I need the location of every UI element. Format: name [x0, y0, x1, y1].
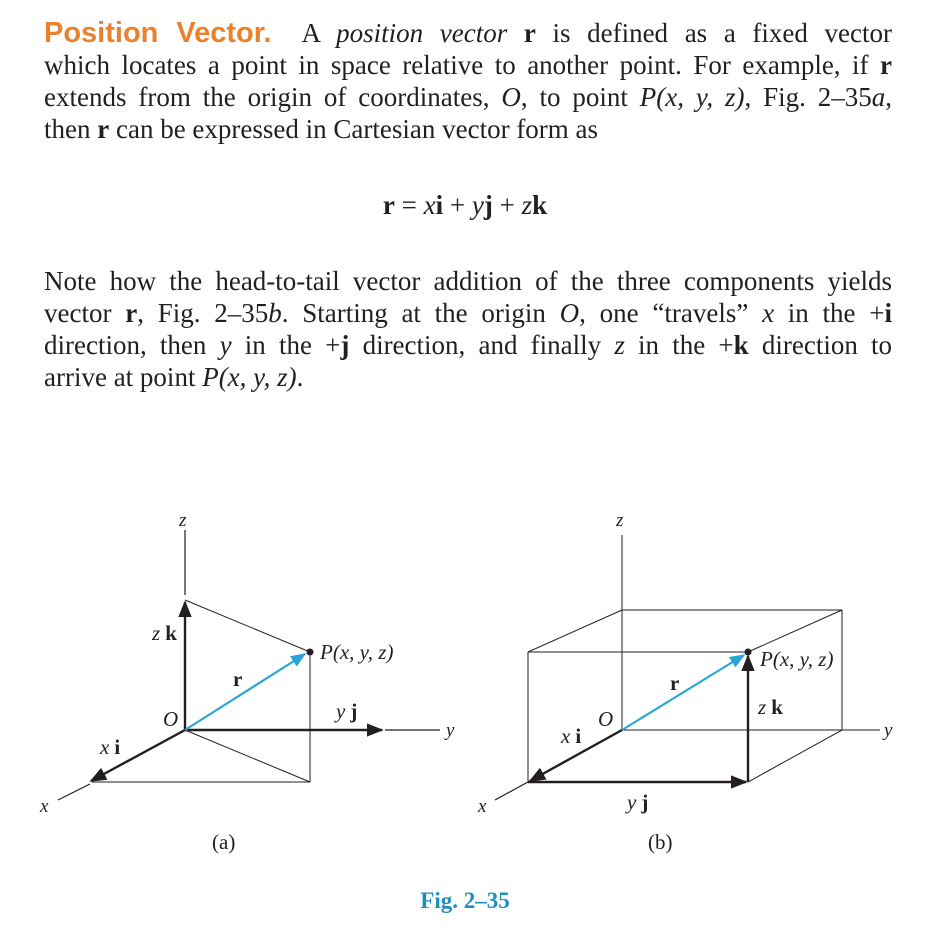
fig-b-caption: (b)	[648, 830, 673, 854]
fig-a-x-axis	[58, 784, 90, 800]
fig-a-origin-label: O	[163, 707, 179, 731]
p1-line-4: then r can be expressed in Cartesian vector form as	[44, 114, 599, 144]
fig-a-z-axis-label: z	[179, 510, 187, 531]
p2-line-4: arrive at point P(x, y, z).	[44, 362, 304, 392]
fig-a-zk-label: z k	[152, 621, 177, 645]
fig-b-point-label: P(x, y, z)	[760, 647, 834, 671]
fig-a-construction-top	[185, 600, 310, 652]
fig-b-box-bottom-right	[748, 730, 842, 782]
fig-b-x-axis	[495, 782, 528, 800]
p1-line-2: which locates a point in space relative to another point. For example, if r	[44, 50, 892, 80]
section-heading: Position Vector.	[44, 17, 272, 49]
fig-a-r-vector	[185, 654, 305, 730]
p1-line-1: Position Vector. A position vector r is defined as a fixed vector	[44, 17, 892, 49]
fig-a-yj-label: y j	[336, 699, 358, 723]
figure-caption: Fig. 2–35	[420, 888, 510, 913]
fig-b-z-axis-label: z	[616, 510, 624, 531]
fig-b-y-axis-label: y	[884, 720, 893, 741]
fig-a-r-label: r	[233, 667, 243, 691]
fig-a-point-label: P(x, y, z)	[320, 640, 394, 664]
fig-b-box-top-right	[748, 610, 842, 652]
fig-a-x-axis-label: x	[40, 796, 49, 817]
p2-line-3: direction, then y in the +j direction, and finally z in the +k direction to	[44, 330, 893, 360]
fig-a-xi-label: x i	[100, 735, 121, 759]
fig-a-y-axis-label: y	[446, 720, 455, 741]
p2-line-1: Note how the head-to-tail vector addition of the three components yields	[44, 266, 892, 296]
fig-b-yj-label: y j	[627, 790, 649, 814]
fig-b-origin-label: O	[598, 707, 614, 731]
figure-b	[477, 510, 893, 854]
p2-line-2: vector r, Fig. 2–35b. Starting at the origin O, one “travels” x in the +i	[44, 298, 893, 328]
fig-b-x-axis-label: x	[478, 796, 487, 817]
fig-b-box-top-left	[528, 610, 622, 652]
fig-b-r-vector	[622, 655, 744, 730]
fig-b-zk-label: z k	[758, 695, 783, 719]
figure-a	[39, 510, 455, 854]
fig-b-point-p	[745, 649, 752, 656]
fig-a-caption: (a)	[212, 830, 236, 854]
fig-b-r-label: r	[670, 671, 680, 695]
fig-a-point-p	[307, 649, 314, 656]
p1-line-3: extends from the origin of coordinates, O, to point P(x, y, z), Fig. 2–35a,	[44, 82, 892, 112]
position-vector-equation: r = xi + yj + zk	[382, 190, 548, 220]
fig-b-xi-label: x i	[561, 724, 582, 748]
fig-a-construction-diagonal	[185, 730, 310, 782]
